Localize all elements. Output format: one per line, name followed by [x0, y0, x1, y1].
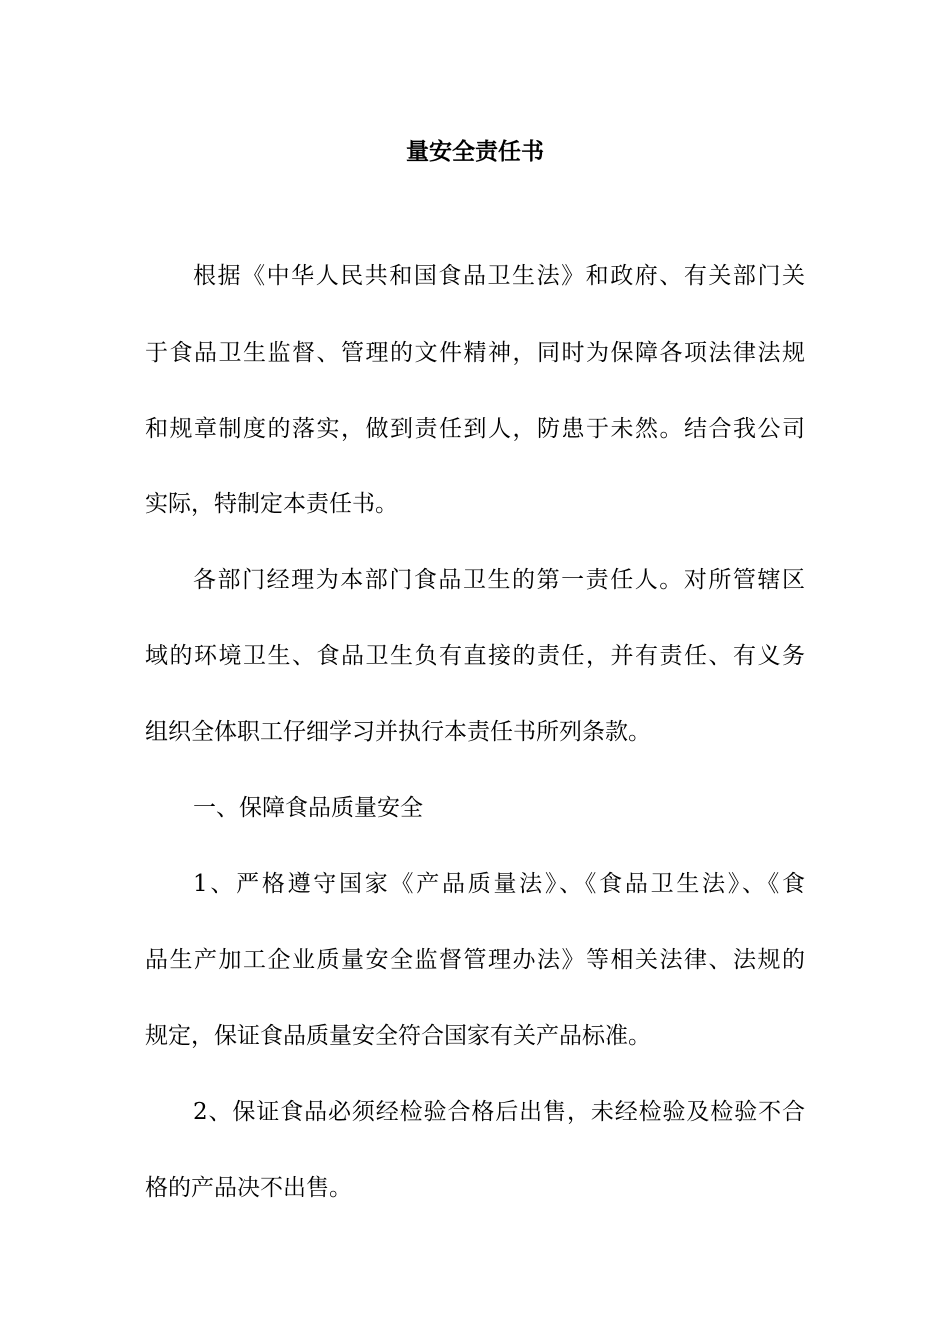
- paragraph-line: 根据《中华人民共和国食品卫生法》和政府、有关部门关: [193, 263, 805, 289]
- paragraph-line: 和规章制度的落实，做到责任到人，防患于未然。结合我公司: [145, 416, 805, 442]
- paragraph-line: 规定，保证食品质量安全符合国家有关产品标准。: [145, 1023, 651, 1049]
- paragraph-line: 格的产品决不出售。: [145, 1175, 352, 1201]
- paragraph-line: 域的环境卫生、食品卫生负有直接的责任，并有责任、有义务: [145, 643, 805, 669]
- paragraph-line: 品生产加工企业质量安全监督管理办法》等相关法律、法规的: [145, 947, 805, 973]
- section-heading: 一、保障食品质量安全: [193, 795, 423, 821]
- paragraph-line: 1、严格遵守国家《产品质量法》、《食品卫生法》、《食: [193, 871, 805, 897]
- paragraph-line: 组织全体职工仔细学习并执行本责任书所列条款。: [145, 719, 651, 745]
- document-title: 量安全责任书: [406, 138, 544, 165]
- paragraph-line: 2、保证食品必须经检验合格后出售，未经检验及检验不合: [193, 1099, 805, 1125]
- paragraph-line: 各部门经理为本部门食品卫生的第一责任人。对所管辖区: [193, 567, 805, 593]
- paragraph-line: 实际，特制定本责任书。: [145, 491, 398, 517]
- paragraph-line: 于食品卫生监督、管理的文件精神，同时为保障各项法律法规: [145, 340, 805, 366]
